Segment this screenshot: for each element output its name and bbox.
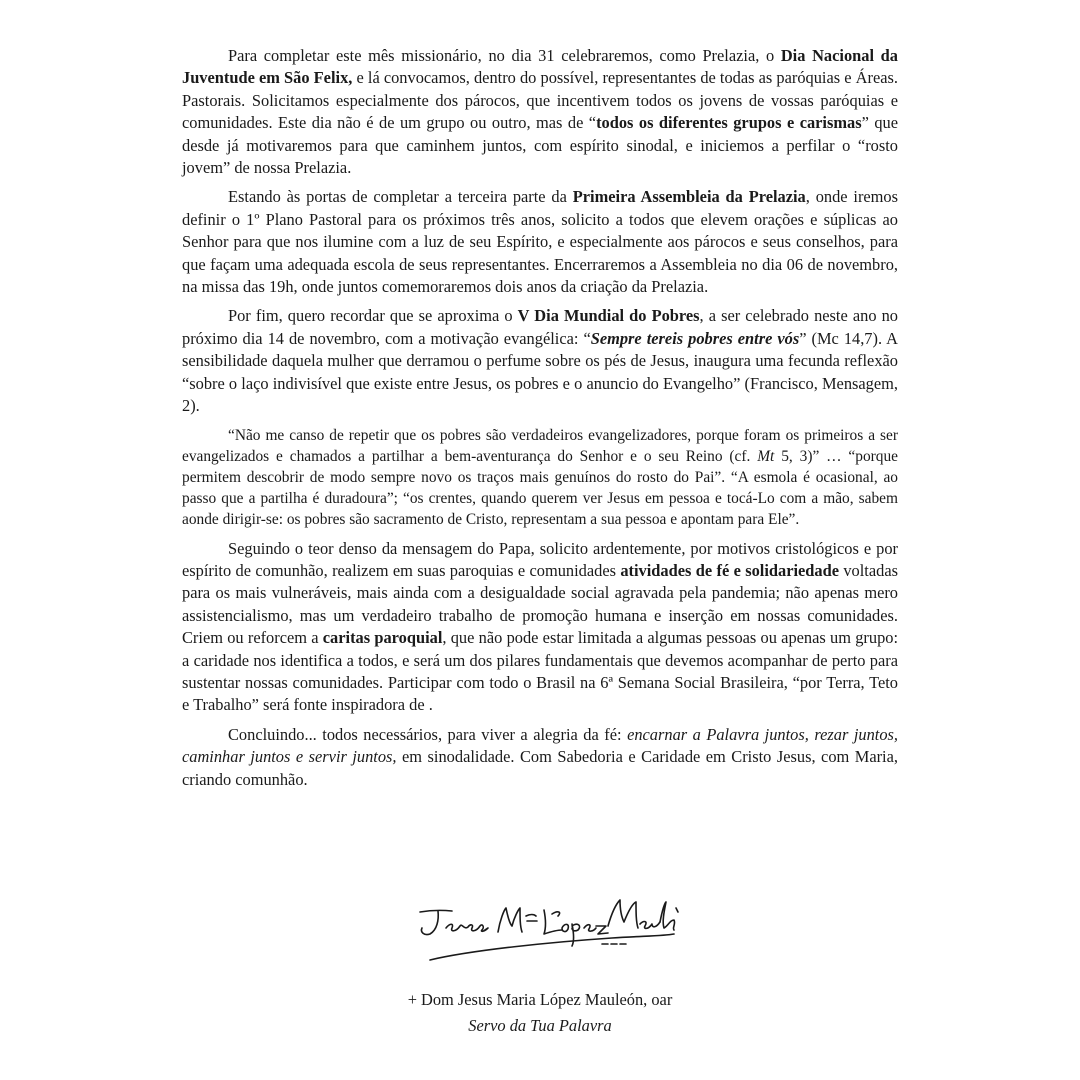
text: , que não pode estar limitada a algumas pessoas ou apenas um grupo: a caridade nos identifica a todos, e será um dos pilares fundamentais que devemos acompanhar de perto para sustentar nossas comunidades. Participar com todo o Brasil na 6ª Semana Social Brasileira, “por Terra, Teto e Trabalho” será fonte inspiradora de . xyxy=(182,628,899,715)
italic-text: Mt xyxy=(757,447,775,465)
handwritten-signature xyxy=(412,890,682,970)
bold-text: Primeira Assembleia da Prelazia xyxy=(572,187,806,207)
text: voltadas para os mais vulneráveis, mais ainda com a desigualdade social agravada pela pandemia; não apenas mero assistencialismo, mas um verdadeiro trabalho de promoção humana e inserção em nossas comunidades. Criem ou reforcem a xyxy=(182,560,898,648)
bold-text: Dia Nacional da Juventude em São Felix, xyxy=(182,46,898,88)
signatory-motto: Servo da Tua Palavra xyxy=(468,1016,612,1035)
paragraph-assembly xyxy=(182,186,898,298)
text: ” que desde já motivaremos para que caminhem juntos, com espírito sinodal, e iniciemos a perfilar o “rosto jovem” de nossa Prelazia. xyxy=(182,113,898,178)
paragraph-solidarity xyxy=(182,538,898,717)
bold-text: atividades de fé e solidariedade xyxy=(620,560,839,580)
bold-text: todos os diferentes grupos e carismas xyxy=(596,113,862,133)
text: 5, 3)” … “porque permitem descobrir de modo sempre novo os traços mais genuínos do rosto do Pai”. “A esmola é ocasional, ao passo que a partilha é duradoura”; “os crentes, quando querem ver Jesus em pessoa e tocá-Lo com a mão, sabem aonde dirigir-se: os pobres são sacramento de Cristo, representam a sua pessoa e apontam para Ele”. xyxy=(182,447,898,529)
bold-italic-text: Sempre tereis pobres entre vós xyxy=(590,328,800,348)
text: Por fim, quero recordar que se aproxima o xyxy=(228,306,518,326)
text: , a ser celebrado neste ano no próximo dia 14 de novembro, com a motivação evangélica: “ xyxy=(182,306,898,348)
italic-text: encarnar a Palavra juntos, rezar juntos, caminhar juntos e servir juntos, xyxy=(182,724,898,767)
text: Para completar este mês missionário, no dia 31 celebraremos, como Prelazia, o xyxy=(228,46,781,65)
text: em sinodalidade. Com Sabedoria e Caridade em Cristo Jesus, com Maria, criando comunhão. xyxy=(182,747,898,789)
text: Concluindo... todos necessários, para viver a alegria da fé: xyxy=(228,724,628,744)
paragraph-poor-day xyxy=(182,305,898,417)
bold-text: caritas paroquial xyxy=(322,628,443,648)
bold-text: V Dia Mundial do Pobres xyxy=(517,306,700,326)
paragraph-youth-day xyxy=(182,45,898,179)
text: e lá convocamos, dentro do possível, representantes de todas as paróquias e Áreas. Pastorais. Solicitamos especialmente dos párocos, que incentivem todos os jovens de vossas paróquias e comunidades. Este dia não é de um grupo ou outro, mas de “ xyxy=(182,68,898,133)
text: Estando às portas de completar a terceira parte da xyxy=(228,187,573,207)
paragraph-conclusion xyxy=(182,724,898,791)
signatory-name: + Dom Jesus Maria López Mauleón, oar xyxy=(407,990,673,1009)
block-quote xyxy=(182,425,898,531)
letter-body xyxy=(182,45,898,798)
text: Seguindo o teor denso da mensagem do Papa, solicito ardentemente, por motivos cristológicos e por espírito de comunhão, realizem em suas paroquias e comunidades xyxy=(182,538,898,580)
text: , onde iremos definir o 1º Plano Pastoral para os próximos três anos, solicito a todos que elevem orações e súplicas ao Senhor para que nos ilumine com a luz de seu Espírito, e especialmente aos párocos e seus conselhos, para que façam uma adequada escola de seus representantes. Encerraremos a Assembleia no dia 06 de novembro, na missa das 19h, onde juntos comemoraremos dois anos da criação da Prelazia. xyxy=(182,187,899,297)
text: “Não me canso de repetir que os pobres são verdadeiros evangelizadores, porque foram os primeiros a ser evangelizados e chamados a partilhar a bem-aventurança do Senhor e o seu Reino (cf. xyxy=(182,426,898,465)
text: ” (Mc 14,7). A sensibilidade daquela mulher que derramou o perfume sobre os pés de Jesus, inaugura uma fecunda reflexão “sobre o laço indivisível que existe entre Jesus, os pobres e o anuncio do Evangelho” (Francisco, Mensagem, 2). xyxy=(182,328,898,416)
